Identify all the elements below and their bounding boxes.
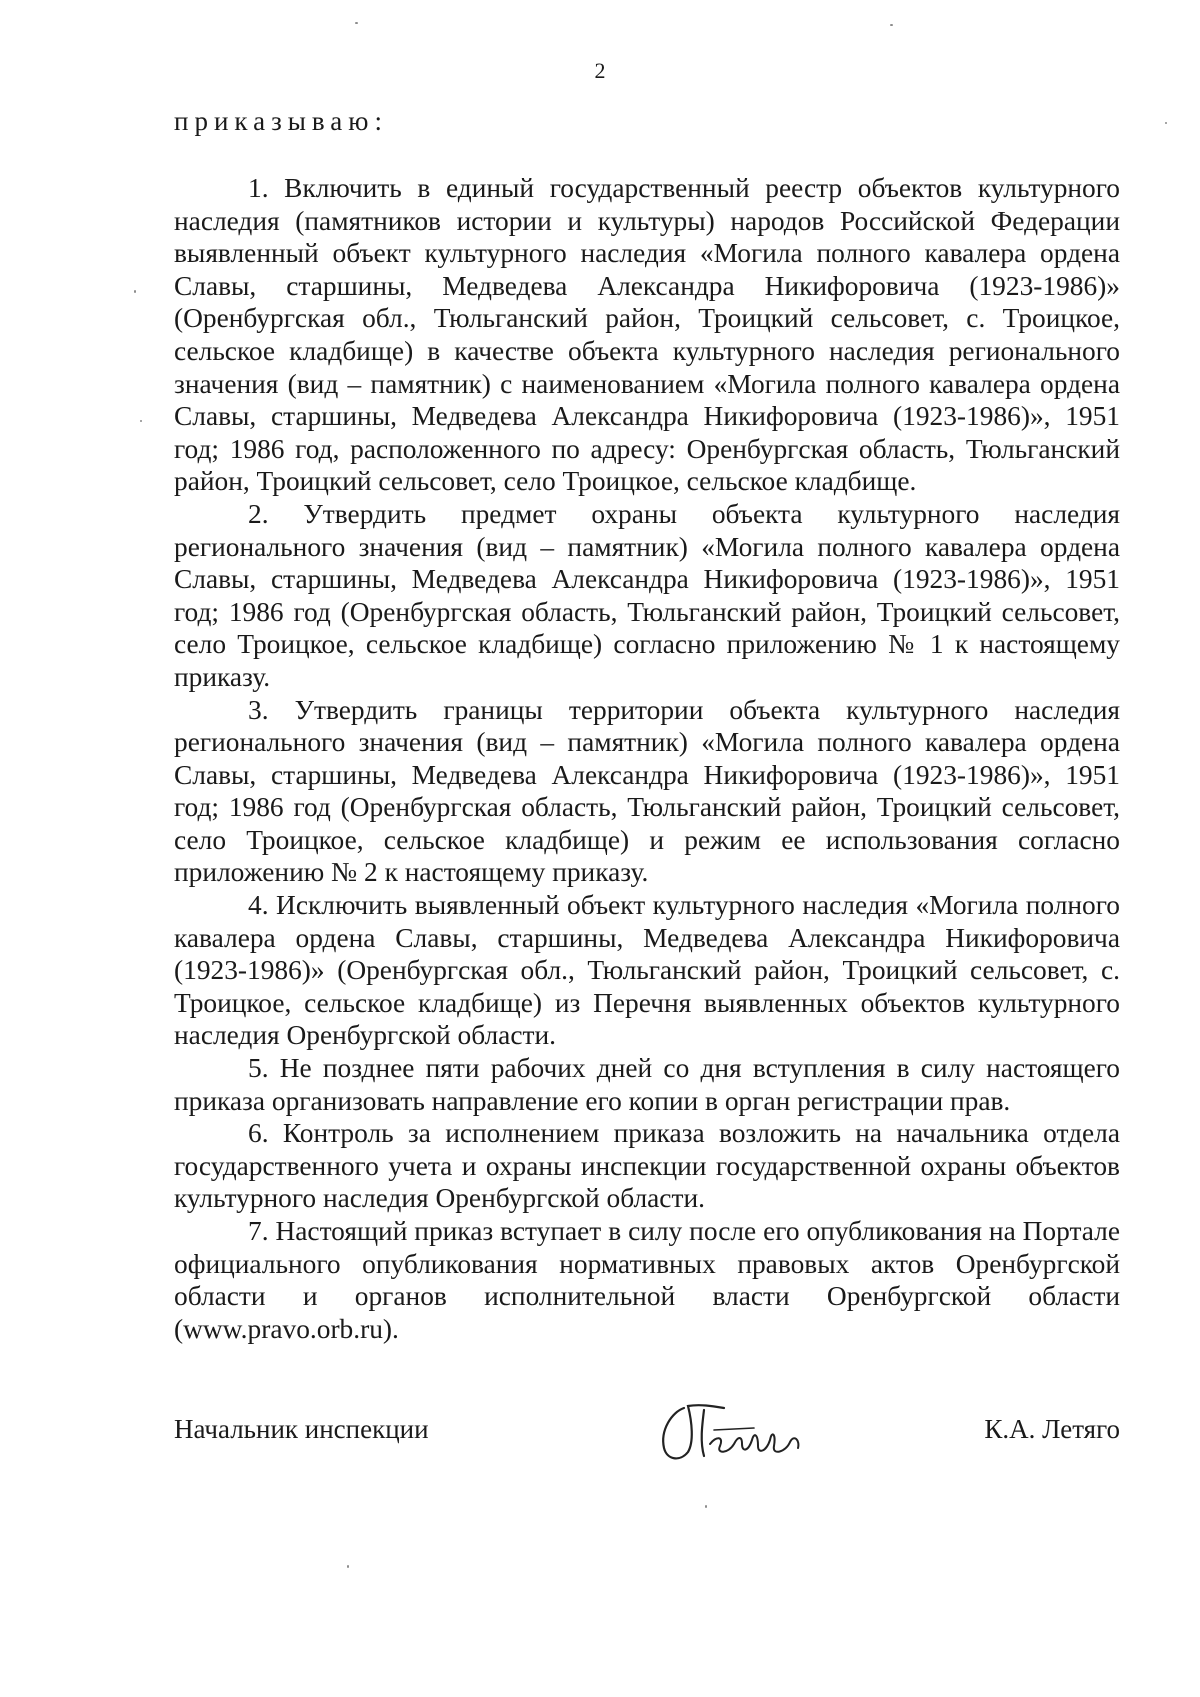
scan-speck — [134, 290, 136, 293]
signatory-title: Начальник инспекции — [174, 1414, 429, 1444]
signatory-name: К.А. Летяго — [984, 1414, 1120, 1444]
scan-speck — [1165, 122, 1167, 124]
order-item-3: 3. Утвердить границы территории объекта культурного наследия регионального значения (вид – памятник) «Могила полного кавалера ордена Славы, старшины, Медведева Александра Никифоровича (1923-1986)», 1951 год; 1986 год (Оренбургская область, Тюльганский район, Троицкий сельсовет, село Троицкое, сельское кладбище) и режим ее использования согласно приложению № 2 к настоящему приказу. — [174, 694, 1120, 888]
scan-speck — [705, 1505, 707, 1508]
order-item-6: 6. Контроль за исполнением приказа возложить на начальника отдела государственного учета и охраны инспекции государственной охраны объектов культурного наследия Оренбургской области. — [174, 1118, 1120, 1214]
order-item-1: 1. Включить в единый государственный реестр объектов культурного наследия (памятников истории и культуры) народов Российской Федерации выявленный объект культурного наследия «Могила полного кавалера ордена Славы, старшины, Медведева Александра Никифоровича (1923-1986)» (Оренбургская обл., Тюльганский район, Троицкий сельсовет, с. Троицкое, сельское кладбище) в качестве объекта культурного наследия регионального значения (вид – памятник) с наименованием «Могила полного кавалера ордена Славы, старшины, Медведева Александра Никифоровича (1923-1986)», 1951 год; 1986 год, расположенного по адресу: Оренбургская область, Тюльганский район, Троицкий сельсовет, село Троицкое, сельское кладбище. — [174, 173, 1120, 497]
order-item-7: 7. Настоящий приказ вступает в силу после его опубликования на Портале официального опубликования нормативных правовых актов Оренбургской области и органов исполнительной власти Оренбургской области (www.pravo.orb.ru). — [174, 1216, 1120, 1344]
page-number: 2 — [594, 58, 606, 83]
order-item-5: 5. Не позднее пяти рабочих дней со дня вступления в силу настоящего приказа организовать направление его копии в орган регистрации прав. — [174, 1053, 1120, 1116]
signature-block — [174, 1400, 1120, 1490]
scan-speck — [890, 24, 893, 26]
order-items — [174, 172, 1120, 1345]
scan-speck — [140, 420, 142, 422]
scan-speck — [355, 22, 358, 24]
order-item-2: 2. Утвердить предмет охраны объекта культурного наследия регионального значения (вид – памятник) «Могила полного кавалера ордена Славы, старшины, Медведева Александра Никифоровича (1923-1986)», 1951 год; 1986 год (Оренбургская область, Тюльганский район, Троицкий сельсовет, село Троицкое, сельское кладбище) согласно приложению № 1 к настоящему приказу. — [174, 498, 1120, 692]
scan-speck — [347, 1565, 349, 1568]
order-item-4: 4. Исключить выявленный объект культурного наследия «Могила полного кавалера ордена Славы, старшины, Медведева Александра Никифоровича (1923-1986)» (Оренбургская обл., Тюльганский район, Троицкий сельсовет, с. Троицкое, сельское кладбище) из Перечня выявленных объектов культурного наследия Оренбургской области. — [174, 890, 1120, 1051]
handwritten-signature — [654, 1400, 814, 1470]
order-opening: приказываю: — [174, 106, 388, 136]
